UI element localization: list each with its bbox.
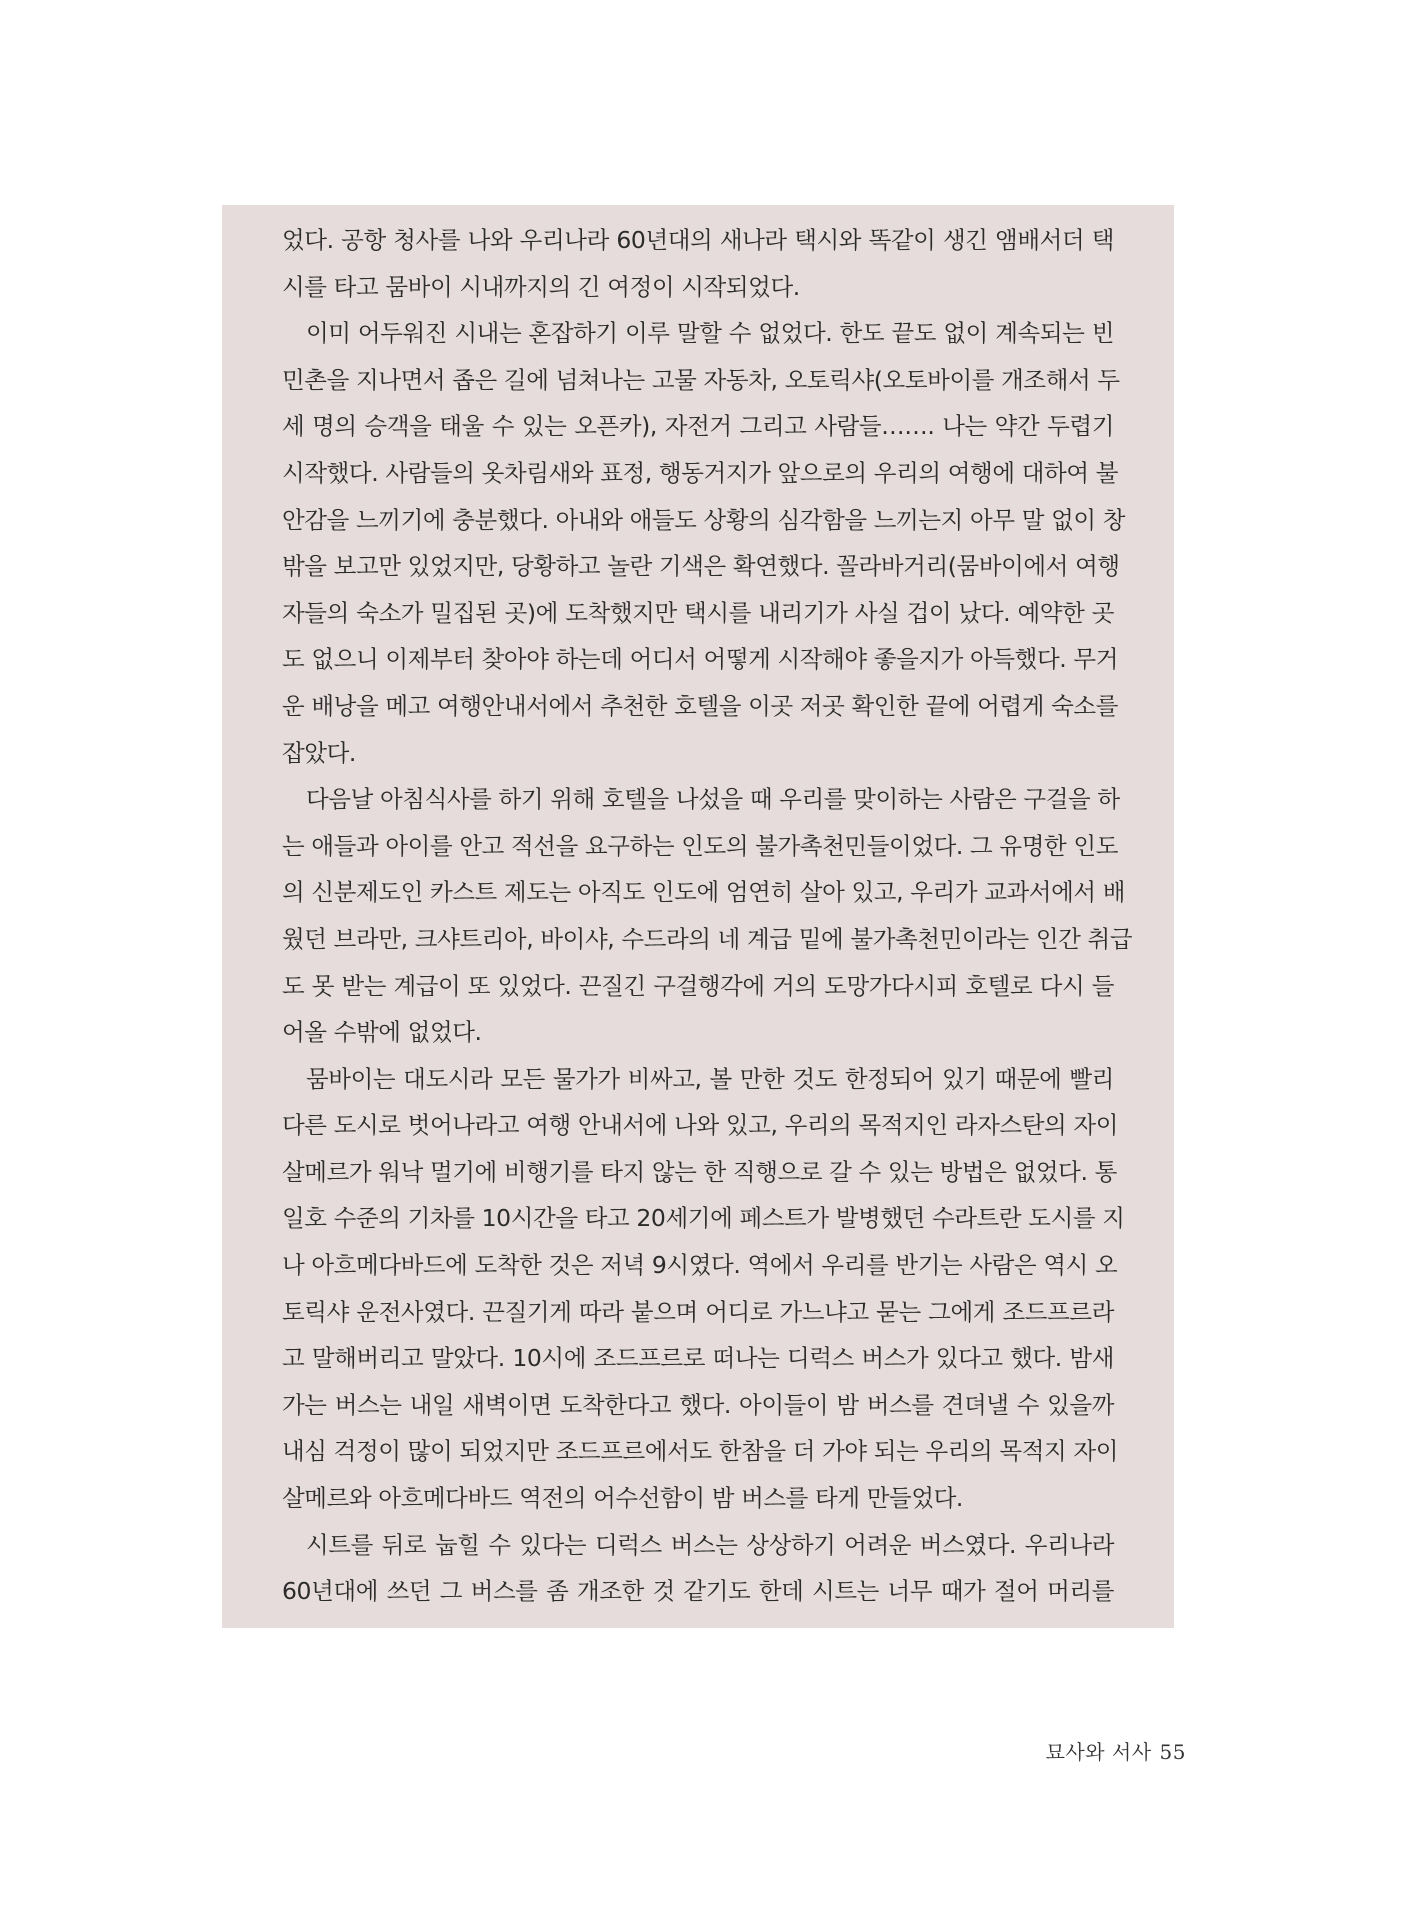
body-text <box>282 217 1133 1615</box>
text-line: 가는 버스는 내일 새벽이면 도착한다고 했다. 아이들이 밤 버스를 견뎌낼 수 있을까 <box>282 1390 1114 1419</box>
page-footer <box>1046 1736 1186 1765</box>
text-line: 다음날 아침식사를 하기 위해 호텔을 나섰을 때 우리를 맞이하는 사람은 구걸을 하 <box>306 785 1120 814</box>
text-line: 자들의 숙소가 밀집된 곳)에 도착했지만 택시를 내리기가 사실 겁이 났다. 예약한 곳 <box>282 598 1114 627</box>
text-line: 도 없으니 이제부터 찾아야 하는데 어디서 어떻게 시작해야 좋을지가 아득했다. 무거 <box>282 645 1119 674</box>
text-line: 웠던 브라만, 크샤트리아, 바이샤, 수드라의 네 계급 밑에 불가촉천민이라는 인간 취급 <box>282 924 1133 953</box>
page-number: 55 <box>1159 1740 1186 1764</box>
text-line: 나 아흐메다바드에 도착한 것은 저녁 9시였다. 역에서 우리를 반기는 사람은 역시 오 <box>282 1251 1118 1280</box>
text-line: 는 애들과 아이를 안고 적선을 요구하는 인도의 불가촉천민들이었다. 그 유명한 인도 <box>282 831 1119 860</box>
text-line: 잡았다. <box>282 738 356 767</box>
section-title: 묘사와 서사 <box>1045 1740 1152 1764</box>
text-line: 토릭샤 운전사였다. 끈질기게 따라 붙으며 어디로 가느냐고 묻는 그에게 조드프르라 <box>282 1297 1114 1326</box>
text-line: 밖을 보고만 있었지만, 당황하고 놀란 기색은 확연했다. 꼴라바거리(뭄바이에서 여행 <box>282 552 1120 581</box>
text-line: 살메르와 아흐메다바드 역전의 어수선함이 밤 버스를 타게 만들었다. <box>282 1484 963 1513</box>
text-line: 시작했다. 사람들의 옷차림새와 표정, 행동거지가 앞으로의 우리의 여행에 대하여 불 <box>282 458 1119 487</box>
text-line: 의 신분제도인 카스트 제도는 아직도 인도에 엄연히 살아 있고, 우리가 교과서에서 배 <box>282 878 1126 907</box>
text-line: 도 못 받는 계급이 또 있었다. 끈질긴 구걸행각에 거의 도망가다시피 호텔로 다시 들 <box>282 971 1114 1000</box>
text-line: 었다. 공항 청사를 나와 우리나라 60년대의 새나라 택시와 똑같이 생긴 앰배서더 택 <box>282 226 1114 254</box>
text-line: 60년대에 쓰던 그 버스를 좀 개조한 것 같기도 한데 시트는 너무 때가 절어 머리를 <box>282 1577 1114 1606</box>
text-line: 뭄바이는 대도시라 모든 물가가 비싸고, 볼 만한 것도 한정되어 있기 때문에 빨리 <box>306 1064 1114 1093</box>
text-line: 고 말해버리고 말았다. 10시에 조드프르로 떠나는 디럭스 버스가 있다고 했다. 밤새 <box>282 1344 1114 1373</box>
text-line: 시를 타고 뭄바이 시내까지의 긴 여정이 시작되었다. <box>282 272 800 301</box>
text-box <box>222 205 1174 1628</box>
text-line: 일호 수준의 기차를 10시간을 타고 20세기에 페스트가 발병했던 수라트란 도시를 지 <box>282 1204 1125 1233</box>
text-line: 민촌을 지나면서 좁은 길에 넘쳐나는 고물 자동차, 오토릭샤(오토바이를 개조해서 두 <box>282 365 1120 394</box>
text-line: 운 배낭을 메고 여행안내서에서 추천한 호텔을 이곳 저곳 확인한 끝에 어렵게 숙소를 <box>282 691 1119 720</box>
text-line: 다른 도시로 벗어나라고 여행 안내서에 나와 있고, 우리의 목적지인 라자스탄의 자이 <box>282 1111 1119 1140</box>
text-line: 안감을 느끼기에 충분했다. 아내와 애들도 상황의 심각함을 느끼는지 아무 말 없이 창 <box>282 505 1126 534</box>
text-line: 어올 수밖에 없었다. <box>282 1018 482 1047</box>
text-line: 이미 어두워진 시내는 혼잡하기 이루 말할 수 없었다. 한도 끝도 없이 계속되는 빈 <box>306 319 1114 348</box>
text-line: 내심 걱정이 많이 되었지만 조드프르에서도 한참을 더 가야 되는 우리의 목적지 자이 <box>282 1437 1119 1466</box>
text-line: 살메르가 워낙 멀기에 비행기를 타지 않는 한 직행으로 갈 수 있는 방법은 없었다. 통 <box>282 1157 1117 1186</box>
text-line: 세 명의 승객을 태울 수 있는 오픈카), 자전거 그리고 사람들……. 나는 약간 두렵기 <box>282 412 1114 441</box>
text-line: 시트를 뒤로 눕힐 수 있다는 디럭스 버스는 상상하기 어려운 버스였다. 우리나라 <box>306 1530 1114 1559</box>
